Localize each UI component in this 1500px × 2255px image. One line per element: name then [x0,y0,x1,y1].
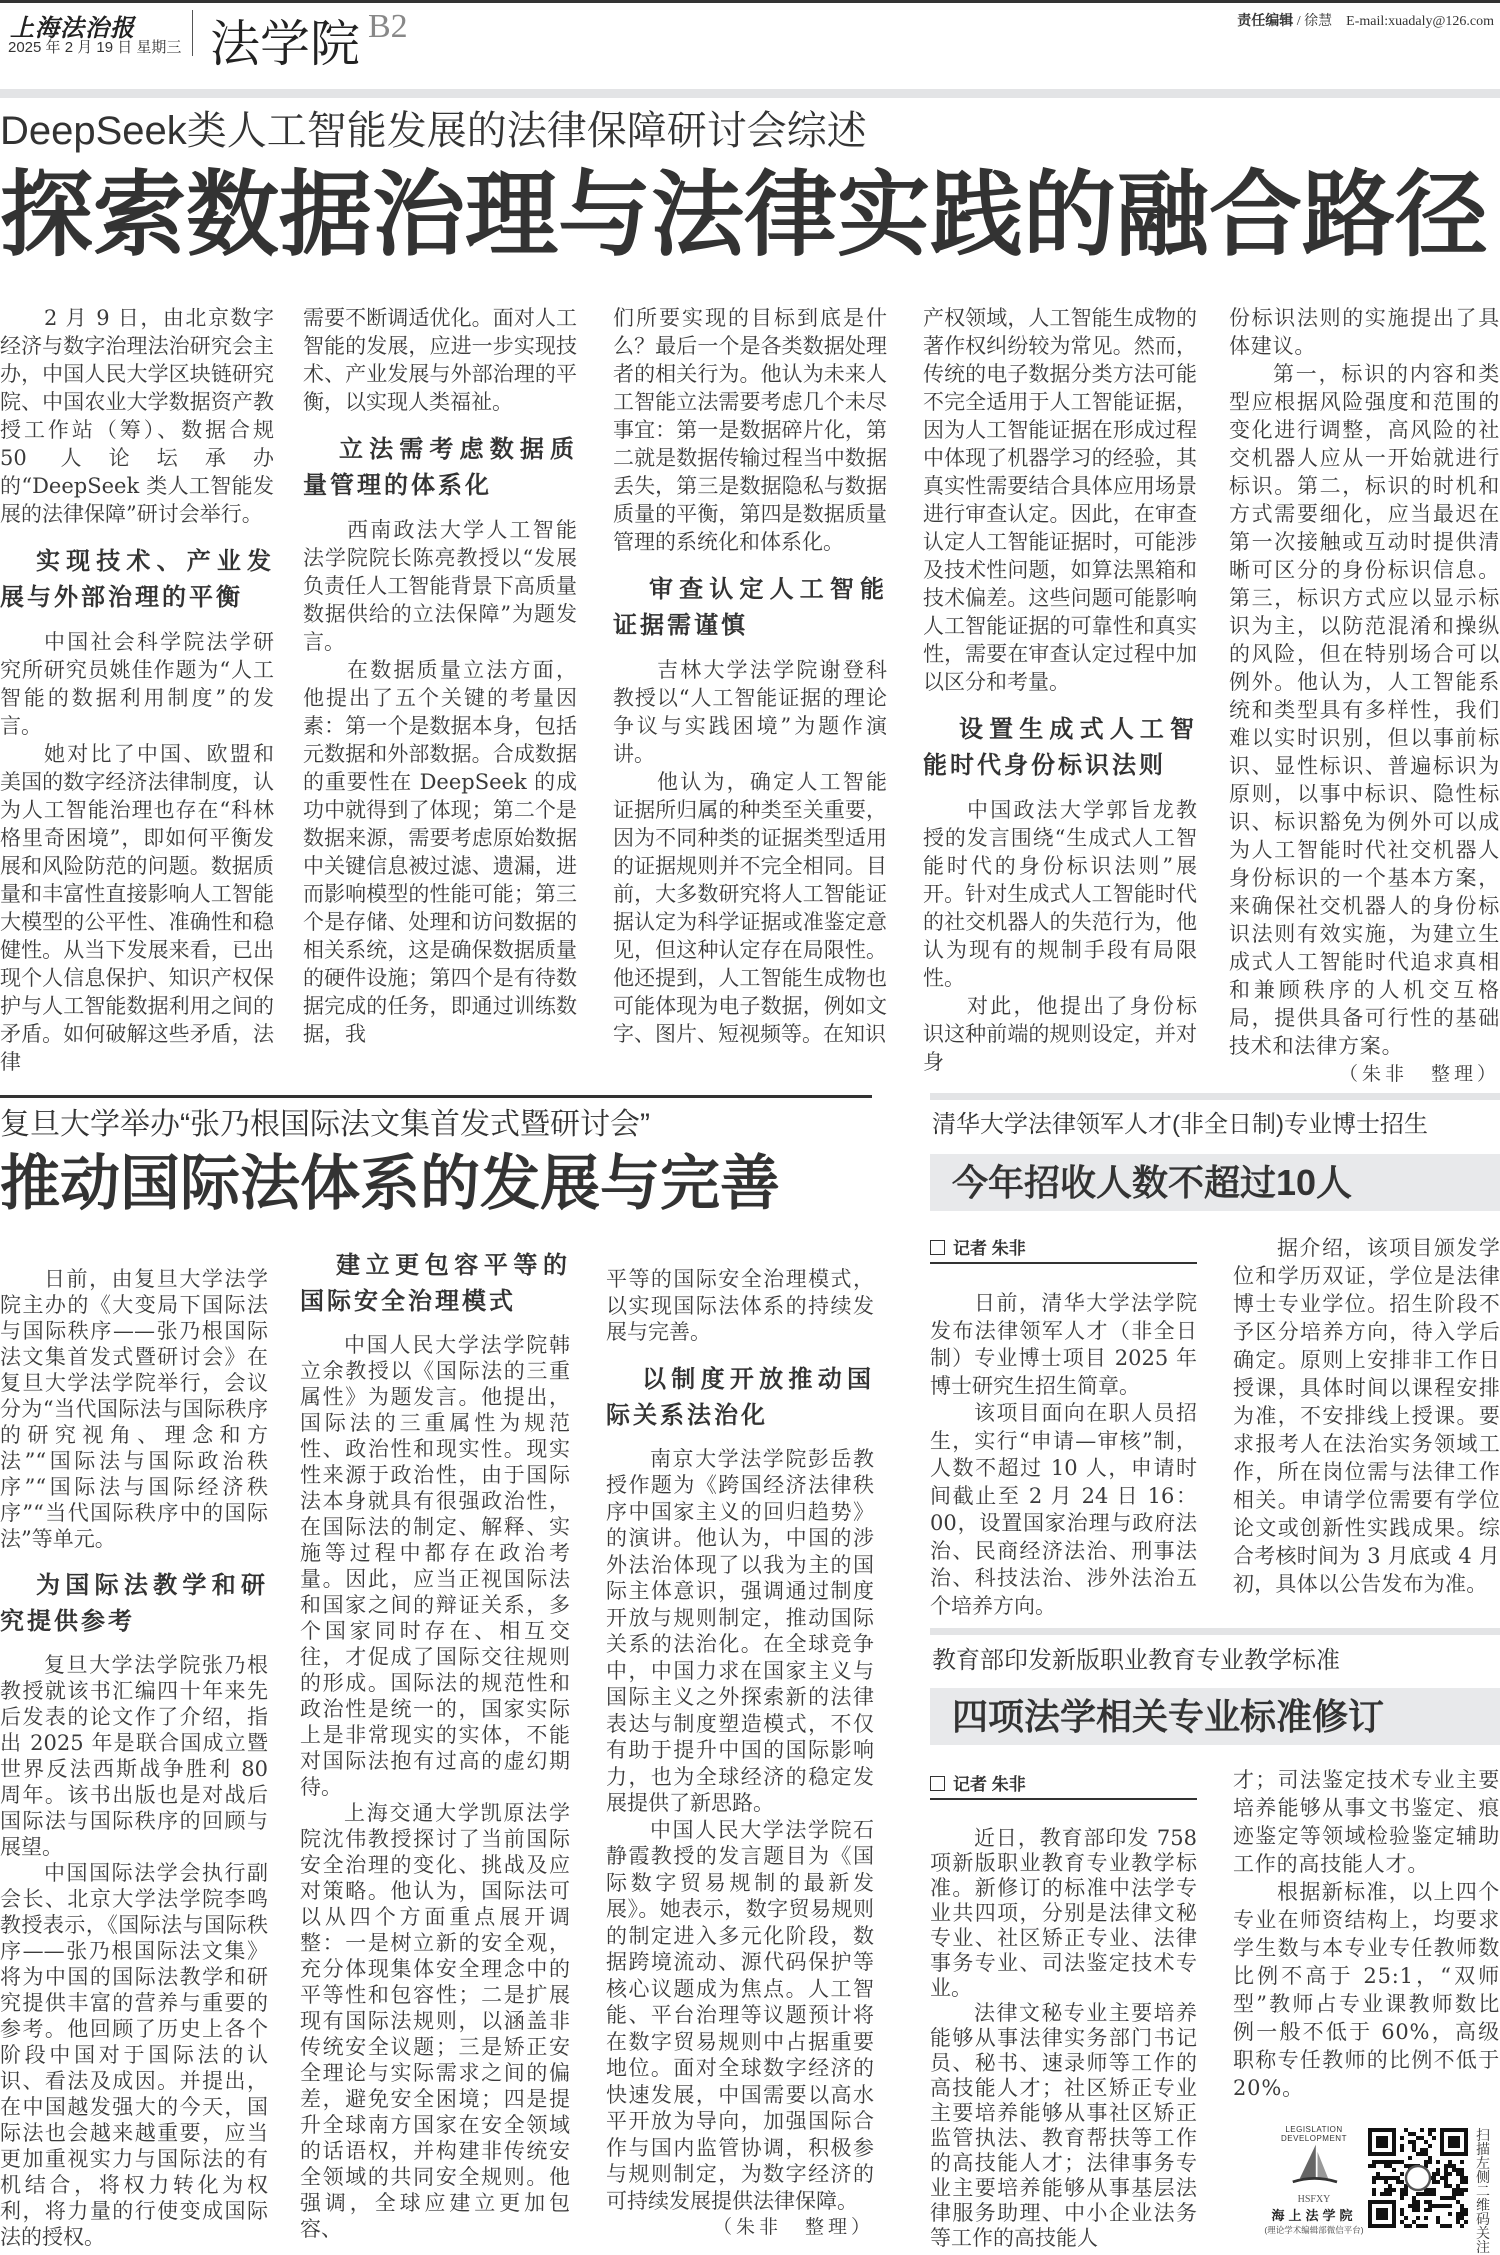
paragraph: 据介绍，该项目颁发学位和学历双证，学位是法律博士专业学位。招生阶段不予区分培养方向，待入学后确定。原则上安排非工作日授课，具体时间以课程安排为准，不安排线上授课。要求报考人在法治实务领域工作，所在岗位需与法律工作相关。申请学位需要有学位论文或创新性实践成果。综合考核时间为 3 月底或 4 月初，具体以公告发布为准。 [1233,1236,1500,1596]
tsinghua-column [1233,1234,1500,1598]
section-subheading: 以制度开放推动国际关系法治化 [606,1365,874,1429]
paragraph: 中国社会科学院法学研究所研究员姚佳作题为“人工智能的数据利用制度”的发言。 [0,630,274,738]
paragraph: 对此，他提出了身份标识这种前端的规则设定，并对身 [923,994,1197,1074]
top-article-column [0,304,274,1076]
section-subheading: 审查认定人工智能证据需谨慎 [613,576,887,639]
paragraph: 近日，教育部印发 758 项新版职业教育专业教学标准。新修订的标准中法学专业共四项，分别是法律文秘专业、社区矫正专业、法律事务专业、司法鉴定技术专业。 [930,1826,1197,2000]
editor-signature: （朱非 整理） [712,2216,874,2238]
edu-column [930,1826,1197,2251]
second-article-column [606,1266,874,2241]
editor-label: 责任编辑 [1237,12,1294,28]
paragraph: 日前，清华大学法学院发布法律领军人才（非全日制）专业博士项目 2025 年博士研究生招生简章。 [930,1291,1197,1398]
editor-contact: / 徐慧 E-mail:xuadaly@126.com [1293,14,1494,29]
editor-signature: （朱非 整理） [1338,1063,1500,1085]
sailboat-icon [1284,2143,1344,2189]
second-article-kicker: 复旦大学举办“张乃根国际法文集首发式暨研讨会” [0,1108,650,1141]
paragraph: 中国人民大学法学院韩立余教授以《国际法的三重属性》为题发言。他提出，国际法的三重属性为规范性、政治性和现实性。现实性来源于政治性，由于国际法本身就具有很强政治性，在国际法的制定、解释、实施等过程中都存在政治考量。因此，应当正视国际法和国家之间的辩证关系，多个国家同时存在、相互交往，才促成了国际交往规则的形成。国际法的规范性和政治性是统一的，国家实际上是非常现实的实体，不能对国际法抱有过高的虚幻期待。 [300,1333,570,1799]
paragraph: 该项目面向在职人员招生，实行“申请—审核”制，人数不超过 10 人，申请时间截止至 2 月 24 日 16：00，设置国家治理与政府法治、民商经济法治、刑事法治、科技法治、涉外法治五个培养方向。 [930,1401,1197,1618]
paragraph: 她对比了中国、欧盟和美国的数字经济法律制度，认为人工智能治理也存在“科林格里奇困境”，即如何平衡发展和风险防范的问题。数据质量和丰富性直接影响人工智能大模型的公平性、准确性和稳健性。从当下发展来看，已出现个人信息保护、知识产权保护与人工智能数据利用之间的矛盾。如何破解这些矛盾，法律 [0,742,274,1074]
editor-info [1237,10,1494,30]
top-article-column [923,304,1197,1076]
issue-date: 2025 年 2 月 19 日 星期三 [8,39,182,56]
tsinghua-headline-box [930,1154,1500,1211]
second-article-column [300,1232,570,2242]
byline-rule [930,1262,1197,1264]
edu-headline-box [930,1688,1500,1745]
logo-abbr: HSFXY [1297,2194,1331,2205]
top-article-column [303,304,577,1048]
paragraph: 第一，标识的内容和类型应根据风险强度和范围的变化进行调整，高风险的社交机器人应从一开始就进行标识。第二，标识的时机和方式需要细化，应当最迟在第一次接触或互动时提供清晰可区分的身份标识信息。第三，标识方式应以显示标识为主，以防范混淆和操纵的风险，但在特别场合可以例外。他认为，人工智能系统和类型具有多样性，我们难以实时识别，但以事前标识、显性标识、普遍标识为原则，以事中标识、隐性标识、标识豁免为例外可以成为人工智能时代社交机器人身份标识的一个基本方案，来确保社交机器人的身份标识法则有效实施，为建立生成式人工智能时代追求真相和兼顾秩序的人机交互格局，提供具备可行性的基础技术和法律方案。 [1229,362,1500,1058]
paragraph: 才；司法鉴定技术专业主要培养能够从事文书鉴定、痕迹鉴定等领域检验鉴定辅助工作的高技能人才。 [1233,1768,1500,1876]
paragraph: 根据新标准，以上四个专业在师资结构上，均要求学生数与本专业专任教师数比例不高于 25:1，“双师型”教师占专业课教师数比例一般不低于 60%，高级职称专任教师的比例不低于 20%。 [1233,1880,1500,2100]
tsinghua-column [930,1290,1197,1620]
paragraph: 南京大学法学院彭岳教授作题为《跨国经济法律秩序中国家主义的回归趋势》的演讲。他认为，中国的涉外法治体现了以我为主的国际主体意识，强调通过制度开放与规则制定，推动国际关系的法治化。在全球竞争中，中国力求在国家主义与国际主义之外探索新的法律表达与制度塑造模式，不仅有助于提升中国的国际影响力，也为全球经济的稳定发展提供了新思路。 [606,1446,874,1815]
tsinghua-headline: 今年招收人数不超过10人 [952,1162,1353,1203]
second-article-column [0,1266,268,2250]
paragraph: 复旦大学法学院张乃根教授就该书汇编四十年来先后发表的论文作了介绍，指出 2025 年是联合国成立暨世界反法西斯战争胜利 80 周年。该书出版也是对战后国际法与国际秩序的回顾与展望。 [0,1653,268,1859]
paragraph: 吉林大学法学院谢登科教授以“人工智能证据的理论争议与实践困境”为题作演讲。 [613,658,887,766]
paragraph: 日前，由复旦大学法学院主办的《大变局下国际法与国际秩序——张乃根国际法文集首发式暨研讨会》在复旦大学法学院举行，会议分为“当代国际法与国际秩序的研究视角、理念和方法”“国际法与国际政治秩序”“国际法与国际经济秩序”“当代国际秩序中的国际法”等单元。 [0,1267,268,1551]
square-icon [930,1240,945,1255]
section-subheading: 设置生成式人工智能时代身份标识法则 [923,716,1197,779]
edu-headline: 四项法学相关专业标准修订 [952,1696,1385,1737]
paragraph: 需要不断调适优化。面对人工智能的发展，应进一步实现技术、产业发展与外部治理的平衡，以实现人类福祉。 [303,306,577,414]
qr-code-icon[interactable] [1368,2128,1468,2228]
newspaper-logo: 上海法治报 [10,13,135,42]
logo-name: 海上法学院 [1271,2208,1357,2223]
logo-subtitle: (理论学术编辑部微信平台) [1264,2225,1364,2235]
top-article-headline: 探索数据治理与法律实践的融合路径 [0,163,1488,267]
paragraph: 中国国际法学会执行副会长、北京大学法学院李鸣教授表示，《国际法与国际秩序——张乃根国际法文集》将为中国的国际法教学和研究提供丰富的营养与重要的参考。他回顾了历史上各个阶段中国对于国际法的认识、看法及成因。并提出，在中国越发强大的今天，国际法也会越来越重要，应当更加重视实力与国际法的有机结合，将权力转化为权利，将力量的行使变成国际法的授权。 [0,1861,268,2249]
tsinghua-kicker: 清华大学法律领军人才(非全日制)专业博士招生 [932,1111,1428,1138]
paragraph: 产权领域，人工智能生成物的著作权纠纷较为常见。然而，传统的电子数据分类方法可能不完全适用于人工智能证据，因为人工智能证据在形成过程中体现了机器学习的经验，其真实性需要结合具体应用场景进行审查认定。因此，在审查认定人工智能证据时，可能涉及技术性问题，如算法黑箱和技术偏差。这些问题可能影响人工智能证据的可靠性和真实性，需要在审查认定过程中加以区分和考量。 [923,306,1197,694]
byline-text: 记者 朱非 [953,1239,1026,1258]
top-article-column [1229,304,1500,1088]
edu-gray-bar [930,1628,1500,1635]
paragraph: 平等的国际安全治理模式，以实现国际法体系的持续发展与完善。 [606,1267,874,1344]
header-gray-bar [0,89,1500,98]
paragraph: 们所要实现的目标到底是什么？最后一个是各类数据处理者的相关行为。他认为未来人工智能立法需要考虑几个未尽事宜：第一是数据碎片化，第二就是数据传输过程当中数据丢失，第三是数据隐私与数据质量的平衡，第四是数据质量管理的系统化和体系化。 [613,306,887,554]
section-separator [0,1095,872,1098]
paragraph: 在数据质量立法方面，他提出了五个关键的考量因素：第一个是数据本身，包括元数据和外部数据。合成数据的重要性在 DeepSeek 的成功中就得到了体现；第二个是数据来源，需要考虑原始数据中关键信息被过滤、遗漏，进而影响模型的性能可能；第三个是存储、处理和访问数据的相关系统，这是确保数据质量的硬件设施；第四个是有待数据完成的任务，即通过训练数据，我 [303,658,577,1046]
paragraph: 法律文秘专业主要培养能够从事法律实务部门书记员、秘书、速录师等工作的高技能人才；社区矫正专业主要培养能够从事社区矫正监管执法、教育帮扶等工作的高技能人才；法律事务专业主要培养能够从事基层法律服务助理、中小企业法务等工作的高技能人 [930,2001,1197,2250]
byline-rule [930,1798,1197,1800]
qr-note: 扫描左侧二维码关注 [1476,2127,1490,2255]
square-icon [930,1776,945,1791]
logo-arc-text: LEGISLATION DEVELOPMENT [1281,2125,1347,2143]
masthead-divider [192,10,193,56]
section-subheading: 建立更包容平等的国际安全治理模式 [300,1252,570,1315]
section-subheading: 为国际法教学和研究提供参考 [0,1572,268,1635]
section-name: 法学院 [210,16,360,72]
top-article-kicker: DeepSeek类人工智能发展的法律保障研讨会综述 [0,109,867,153]
paragraph: 2 月 9 日，由北京数字经济与数字治理法治研究会主办，中国人民大学区块链研究院、中国农业大学数据资产教授工作站（筹）、数据合规 50 人论坛承办的“DeepSeek 类人工智能发展的法律保障”研讨会举行。 [0,306,274,526]
tsinghua-gray-bar [930,1093,1500,1100]
paragraph: 中国人民大学法学院石静霞教授的发言题目为《国际数字贸易规制的最新发展》。她表示，数字贸易规则的制定进入多元化阶段，数据跨境流动、源代码保护等核心议题成为焦点。人工智能、平台治理等议题预计将在数字贸易规则中占据重要地位。面对全球数字经济的快速发展，中国需要以高水平开放为导向，加强国际合作与国内监管协调，积极参与规则制定，为数字经济的可持续发展提供法律保障。 [606,1817,874,2213]
top-article-column [613,304,887,1048]
page-number: B2 [368,8,408,45]
paragraph: 西南政法大学人工智能法学院院长陈亮教授以“发展负责任人工智能背景下高质量数据供给的立法保障”为题发言。 [303,518,577,654]
tsinghua-byline [930,1234,1026,1259]
edu-byline [930,1770,1026,1795]
edu-column [1233,1766,1500,2102]
paragraph: 份标识法则的实施提出了具体建议。 [1229,306,1500,358]
edu-kicker: 教育部印发新版职业教育专业教学标准 [932,1647,1340,1674]
paragraph: 中国政法大学郭旨龙教授的发言围绕“生成式人工智能时代的身份标识法则”展开。针对生成式人工智能时代的社交机器人的失范行为，他认为现有的规制手段有局限性。 [923,798,1197,990]
byline-text: 记者 朱非 [953,1775,1026,1794]
section-subheading: 立法需考虑数据质量管理的体系化 [303,436,577,499]
section-subheading: 实现技术、产业发展与外部治理的平衡 [0,548,274,611]
top-rule [0,0,1500,3]
paragraph: 他认为，确定人工智能证据所归属的种类至关重要，因为不同种类的证据类型适用的证据规则并不完全相同。目前，大多数研究将人工智能证据认定为科学证据或准鉴定意见，但这种认定存在局限性。他还提到，人工智能生成物也可能体现为电子数据，例如文字、图片、短视频等。在知识 [613,770,887,1046]
paragraph: 上海交通大学凯原法学院沈伟教授探讨了当前国际安全治理的变化、挑战及应对策略。他认为，国际法可以从四个方面重点展开调整：一是树立新的安全观，充分体现集体安全理念中的平等性和包容性；二是扩展现有国际法规则，以涵盖非传统安全议题；三是矫正安全理论与实际需求之间的偏差，避免安全困境；四是提升全球南方国家在安全领域的话语权，并构建非传统安全领域的共同安全规则。他强调，全球应建立更加包容、 [300,1801,570,2241]
second-article-headline: 推动国际法体系的发展与完善 [0,1150,780,1217]
hsfxy-logo [1262,2125,1366,2245]
